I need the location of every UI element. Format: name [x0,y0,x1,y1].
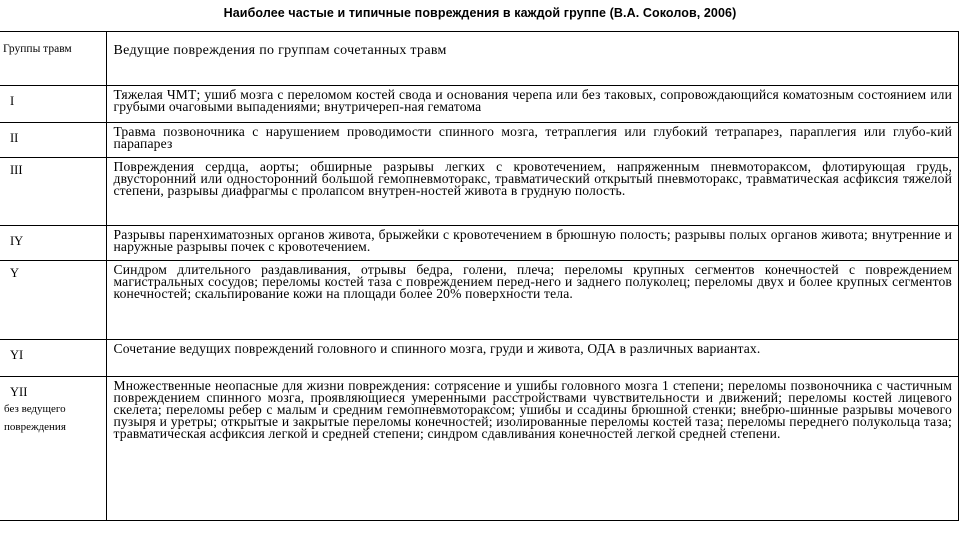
group-cell [0,123,106,158]
group-subtitle-line-1: без ведущего [4,403,66,415]
page-title: Наиболее частые и типичные повреждения в каждой группе (В.А. Соколов, 2006) [223,6,737,20]
header-groups-label: Группы травм [3,43,72,55]
group-number: IY [10,234,24,248]
desc-text: Разрывы паренхиматозных органов живота, брыжейки с кровотечением в брюшную полость; разрывы полых органов живота; внутренние и наружные разрывы почек с кровотечением. [113,227,952,254]
group-cell [0,226,106,261]
table-row [0,261,959,340]
table-row [0,377,959,521]
table-row [0,340,959,377]
group-number: I [10,94,15,108]
desc-cell [106,158,959,226]
group-cell [0,340,106,377]
table-row [0,158,959,226]
desc-cell [106,377,959,521]
desc-text: Синдром длительного раздавливания, отрывы бедра, голени, плеча; переломы крупных сегментов конечностей с повреждением магистральных сосудов; переломы костей таза с повреждением перед-него и заднего полуколец; переломы двух и более крупных сегментов конечностей; скальпирование кожи на площади более 20% поверхности тела. [113,262,952,301]
table-row [0,226,959,261]
header-groups-cell [0,32,106,86]
desc-cell [106,123,959,158]
group-subtitle-line-2: повреждения [4,421,66,433]
group-cell [0,261,106,340]
group-cell [0,86,106,123]
header-desc-label: Ведущие повреждения по группам сочетанных травм [113,43,447,58]
injury-groups-table [0,31,959,521]
table-header-row [0,32,959,86]
desc-cell [106,261,959,340]
desc-text: Повреждения сердца, аорты; обширные разрывы легких с кровотечением, напряженным пневмотораксом, флотирующая грудь, двусторонний или односторонний большой гемопневмоторакс, травматический открытый пневмоторакс, травматическая асфиксия тяжелой степени, разрывы диафрагмы с пролапсом внутрен-ностей живота в грудную полость. [113,159,952,198]
desc-cell [106,86,959,123]
header-desc-cell [106,32,959,86]
group-number: YII [10,385,28,399]
group-cell [0,377,106,521]
group-number: II [10,131,19,145]
group-number: Y [10,266,20,280]
table-row [0,86,959,123]
desc-cell [106,340,959,377]
desc-cell [106,226,959,261]
desc-text: Травма позвоночника с нарушением проводимости спинного мозга, тетраплегия или глубокий тетрапарез, параплегия или глубо-кий парапарез [113,124,952,151]
desc-text: Тяжелая ЧМТ; ушиб мозга с переломом костей свода и основания черепа или без таковых, сопровождающийся коматозным состоянием или грубыми очаговыми выпадениями; внутричереп-ная гематома [113,87,952,114]
desc-text: Сочетание ведущих повреждений головного и спинного мозга, груди и живота, ОДА в различных вариантах. [113,341,761,356]
desc-text: Множественные неопасные для жизни повреждения: сотрясение и ушибы головного мозга 1 степени; переломы позвоночника с частичным повреждением спинного мозга, проявляющиеся умеренными расстройствами чувствительности и движений; переломы костей лицевого скелета; переломы ребер с малым и средним гемопневмотораксом; ушибы и ссадины брюшной стенки; внебрю-шинные разрывы мочевого пузыря и уретры; открытые и закрытые переломы конечностей; изолированные переломы костей таза; переломы переднего полукольца таза; травматическая асфиксия легкой и средней степени; синдром сдавливания конечностей легкой средней степени. [113,378,952,441]
group-cell [0,158,106,226]
group-number: YI [10,348,24,362]
table-row [0,123,959,158]
group-number: III [10,163,23,177]
